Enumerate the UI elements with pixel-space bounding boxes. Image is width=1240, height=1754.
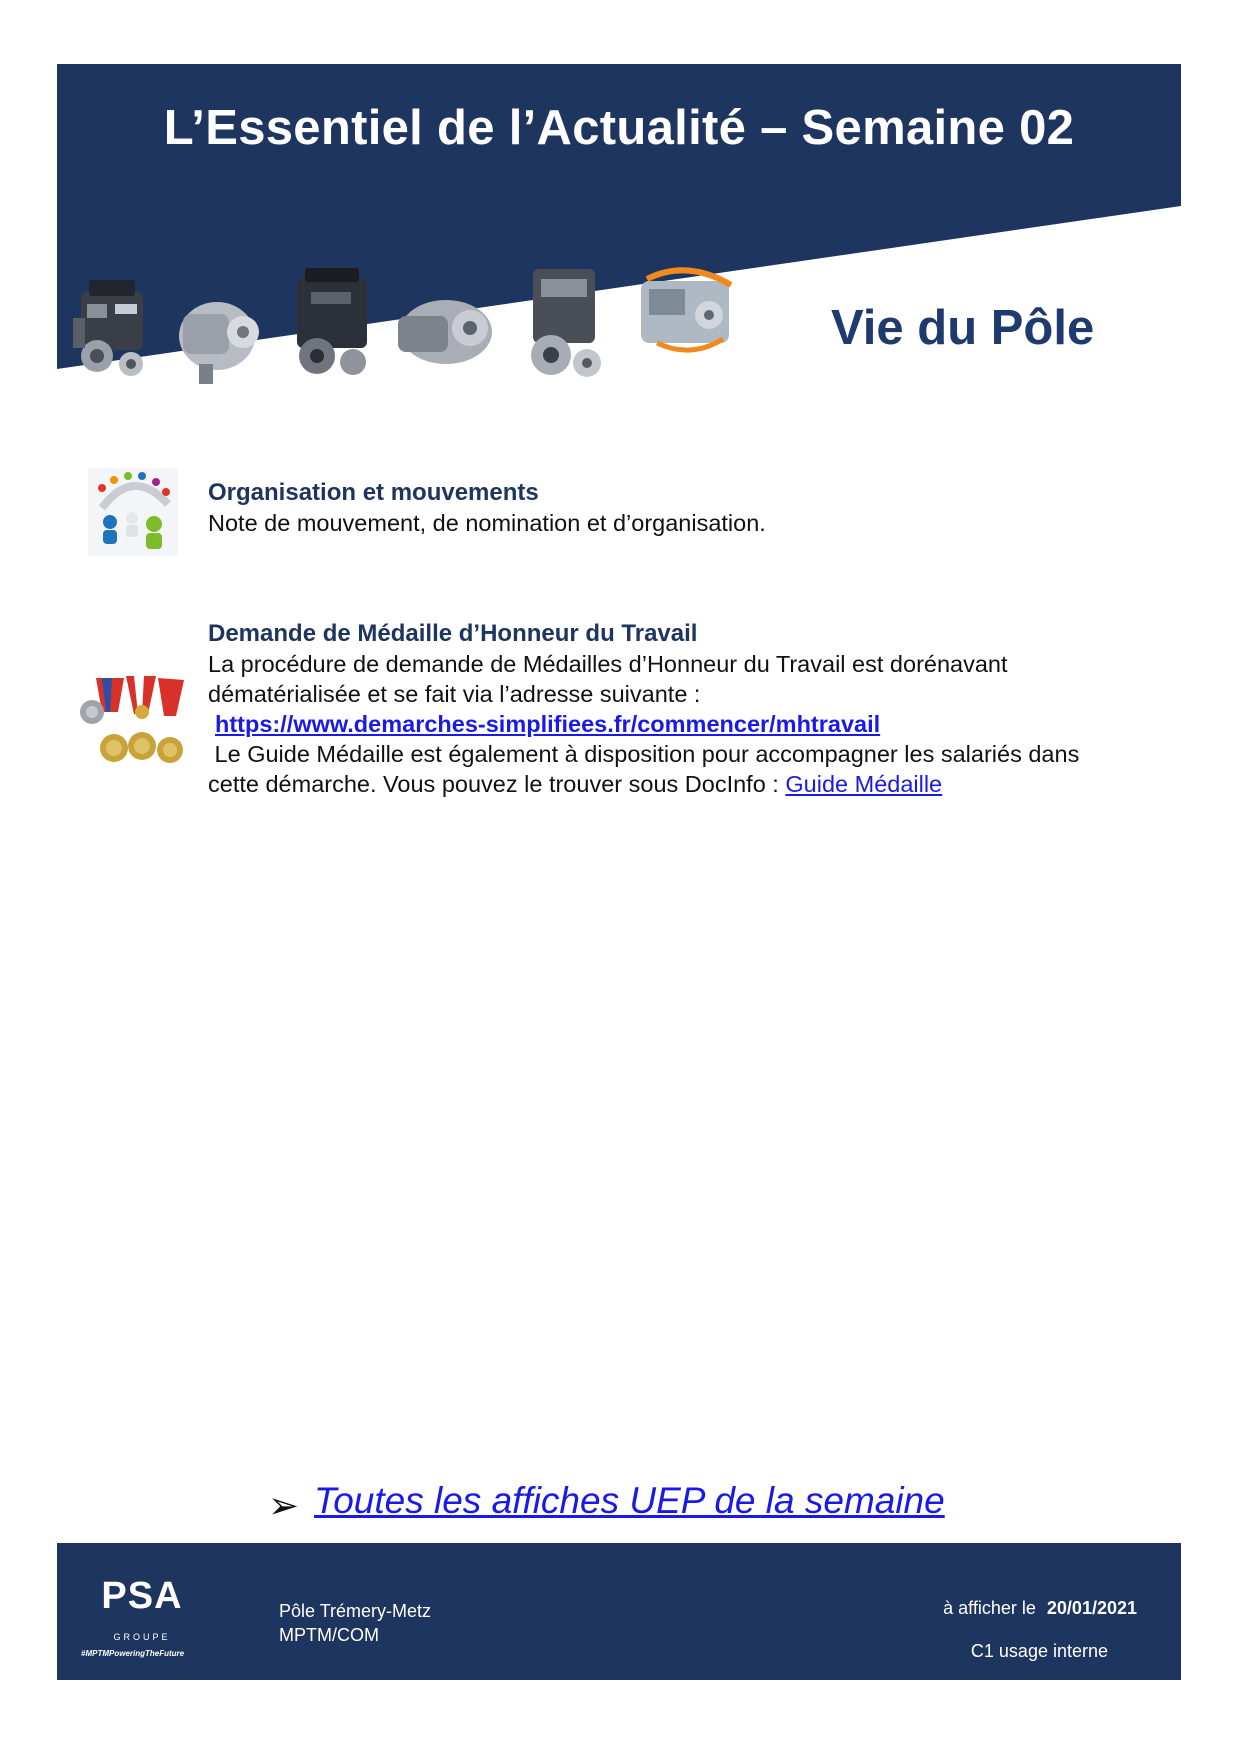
article-title: Demande de Médaille d’Honneur du Travail — [208, 620, 698, 647]
org-name: Pôle Trémery-Metz — [279, 1601, 432, 1621]
display-label: à afficher le — [943, 1598, 1036, 1618]
weekly-posters-link[interactable]: Toutes les affiches UEP de la semaine — [314, 1480, 945, 1521]
footer — [57, 1543, 1181, 1680]
arrow-bullet-icon: ➢ — [268, 1485, 300, 1526]
display-date-line — [943, 1598, 1137, 1619]
classification-label: C1 usage interne — [970, 1641, 1108, 1661]
gearbox-icon — [392, 282, 502, 382]
engine-photo-strip — [57, 204, 777, 369]
article-body-line: La procédure de demande de Médailles d’Honneur du Travail est dorénavant — [208, 651, 1008, 677]
logo-hashtag: #MPTMPoweringTheFuture — [81, 1649, 185, 1658]
demarches-url-link[interactable]: https://www.demarches-simplifiees.fr/commencer/mhtravail — [215, 711, 881, 737]
gearbox-icon — [173, 284, 268, 389]
electric-motor-icon — [627, 259, 747, 369]
section-title: Vie du Pôle — [831, 301, 1095, 355]
article-title: Organisation et mouvements — [208, 479, 539, 506]
logo-subtitle: GROUPE — [113, 1632, 171, 1642]
guide-medaille-link[interactable]: Guide Médaille — [785, 771, 943, 797]
article-medaille — [208, 619, 1148, 799]
article-organisation — [208, 478, 1148, 538]
article-body-line: Le Guide Médaille est également à disposition pour accompagner les salariés dans — [208, 741, 1080, 767]
organisation-info — [279, 1599, 431, 1647]
article-body-line: cette démarche. Vous pouvez le trouver sous DocInfo : — [208, 771, 786, 797]
org-department: MPTM/COM — [279, 1625, 379, 1645]
logo-text: PSA — [101, 1575, 183, 1617]
people-network-icon — [88, 468, 178, 556]
engine-icon — [517, 259, 612, 389]
engine-icon — [67, 274, 162, 394]
article-body: Note de mouvement, de nomination et d’organisation. — [208, 510, 766, 536]
medals-icon — [78, 672, 188, 772]
article-body-line: dématérialisée et se fait via l’adresse suivante : — [208, 681, 701, 707]
engine-icon — [285, 264, 380, 389]
psa-logo — [81, 1575, 217, 1658]
display-date: 20/01/2021 — [1046, 1598, 1137, 1618]
page-title: L’Essentiel de l’Actualité – Semaine 02 — [163, 101, 1075, 155]
